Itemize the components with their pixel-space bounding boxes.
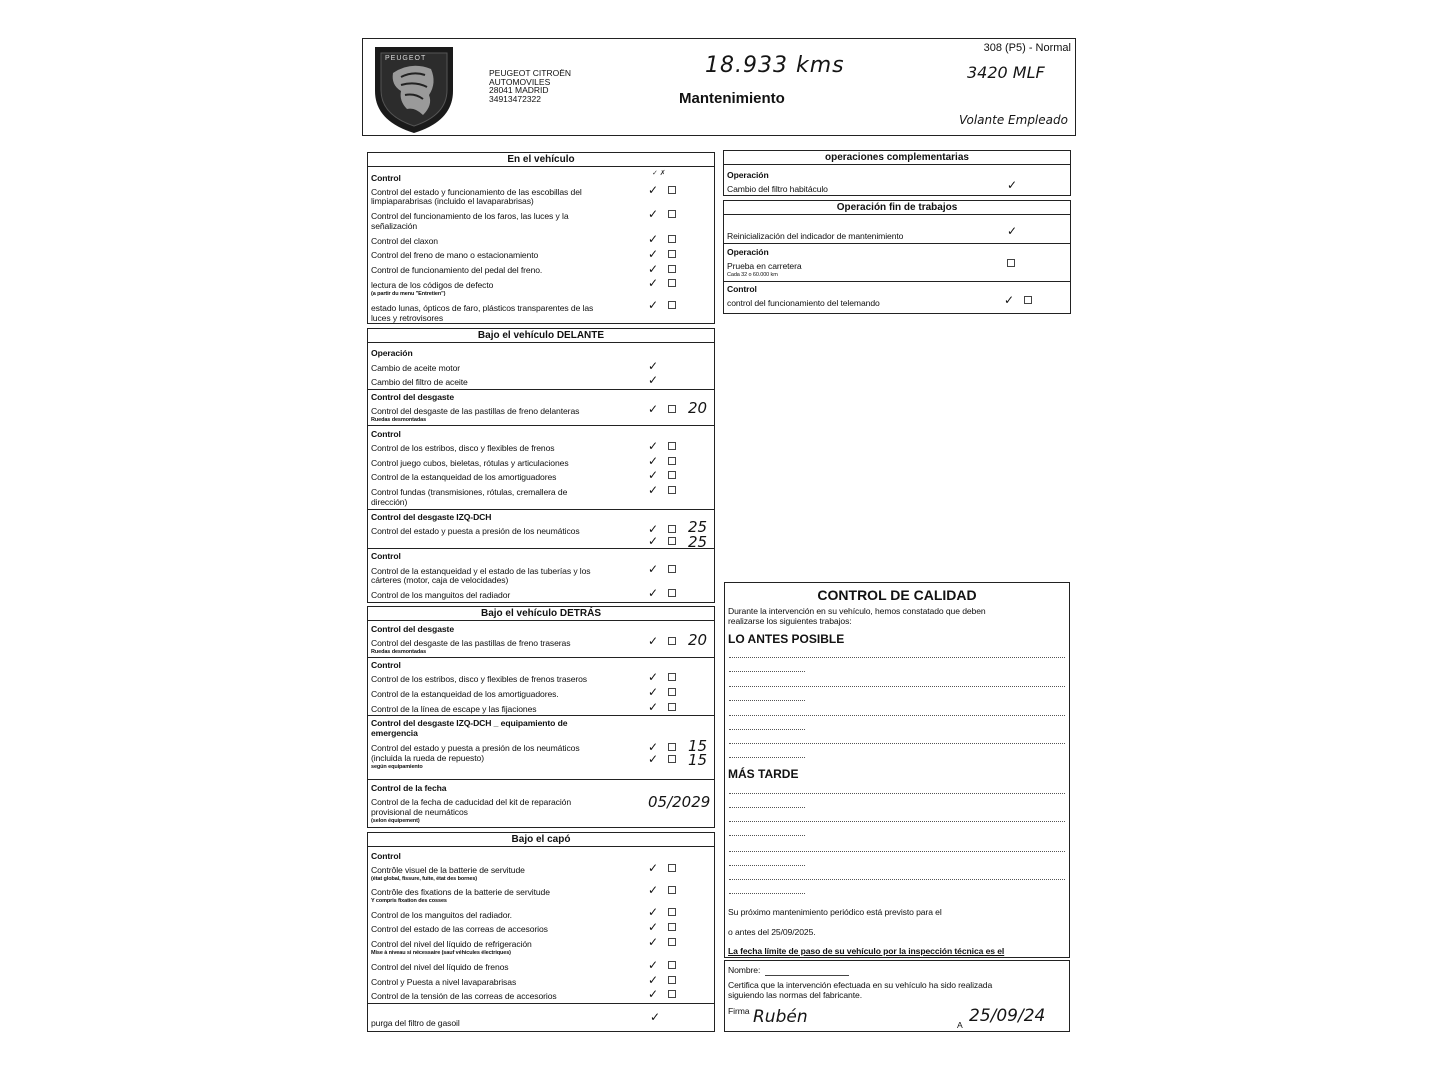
dotted-line — [729, 879, 1065, 880]
group-label: Control — [371, 551, 401, 561]
section-en-el-vehiculo — [367, 152, 715, 324]
item-note: (état global, fissure, fuite, état des bornes) — [371, 876, 478, 882]
checkbox-icon — [1024, 296, 1032, 304]
checkbox-icon — [668, 961, 676, 969]
check-mark-icon: ✓ — [648, 522, 659, 536]
item-label: Control de los estribos, disco y flexibles de frenos traseros — [371, 674, 588, 684]
dotted-line — [729, 893, 805, 894]
item-label: Prueba en carretera — [727, 261, 802, 271]
dotted-line — [729, 686, 1065, 687]
item-note: (a partir du menu "Entretien") — [371, 291, 446, 297]
check-mark-icon: ✓ — [648, 468, 659, 482]
item-label: Contrôle des fixations de la batterie de servitude — [371, 887, 550, 897]
item-label: Control de los manguitos del radiador. — [371, 910, 512, 920]
checkbox-icon — [668, 565, 676, 573]
item-label: Control juego cubos, bieletas, rótulas y articulaciones — [371, 458, 569, 468]
checkbox-icon — [668, 864, 676, 872]
group-label: Control — [371, 660, 401, 670]
checkbox-icon — [668, 703, 676, 711]
checkbox-icon — [668, 938, 676, 946]
value-handwritten: 20 — [688, 631, 708, 649]
date-handwritten: 05/2029 — [648, 793, 711, 811]
item-label: limpiaparabrisas (incluido el lavaparabrisas) — [371, 196, 534, 206]
section-bajo-delante — [367, 328, 715, 603]
item-label: dirección) — [371, 497, 408, 507]
check-mark-icon: ✓ — [1007, 224, 1018, 238]
checkbox-icon — [668, 688, 676, 696]
checkbox-icon — [668, 886, 676, 894]
checkbox-icon — [668, 923, 676, 931]
item-note: según equipamiento — [371, 764, 423, 770]
item-label: Control de la estanqueidad de los amortiguadores. — [371, 689, 559, 699]
item-label: lectura de los códigos de defecto — [371, 280, 494, 290]
check-mark-icon: ✓ — [648, 700, 659, 714]
item-label: provisional de neumáticos — [371, 807, 468, 817]
item-label: Control del desgaste de las pastillas de freno traseras — [371, 638, 571, 648]
group-label: Control — [727, 284, 757, 294]
checkbox-icon — [668, 673, 676, 681]
check-mark-icon: ✓ — [648, 262, 659, 276]
section-operaciones-complementarias — [723, 150, 1071, 196]
company-line: 34913472322 — [489, 93, 542, 104]
item-label: Control de funcionamiento del pedal del freno. — [371, 265, 543, 275]
item-label: Control del estado y puesta a presión de los neumáticos — [371, 526, 580, 536]
checkbox-icon — [668, 279, 676, 287]
check-mark-icon: ✓ — [648, 685, 659, 699]
check-mark-icon: ✓ — [648, 276, 659, 290]
item-note: Mise à niveau si nécessaire (sauf véhicules électriques) — [371, 950, 511, 956]
item-label: Cambio del filtro de aceite — [371, 377, 468, 387]
section-operacion-fin-trabajos — [723, 200, 1071, 314]
check-mark-icon: ✓ — [648, 402, 659, 416]
checkbox-icon — [668, 486, 676, 494]
check-mark-icon: ✓ — [648, 973, 659, 987]
item-label: Control de la fecha de caducidad del kit de reparación — [371, 797, 572, 807]
checkbox-icon — [668, 210, 676, 218]
value-handwritten: 15 — [688, 751, 708, 769]
check-mark-icon: ✓ — [648, 958, 659, 972]
item-label: Control del estado y funcionamiento de las escobillas del — [371, 187, 582, 197]
group-label: Control del desgaste IZQ-DCH _ equipamiento de — [371, 718, 568, 728]
note-handwritten: Volante Empleado — [959, 113, 1068, 127]
item-label: estado lunas, ópticos de faro, plásticos transparentes de las — [371, 303, 594, 313]
item-label: cárteres (motor, caja de velocidades) — [371, 575, 509, 585]
item-label: (incluida la rueda de repuesto) — [371, 753, 484, 763]
checkbox-icon — [668, 457, 676, 465]
checkbox-icon — [668, 235, 676, 243]
check-mark-icon: ✓ — [648, 183, 659, 197]
item-label: Control de la estanqueidad de los amortiguadores — [371, 472, 557, 482]
item-note: Ruedas desmontadas — [371, 649, 427, 655]
checkbox-icon — [668, 743, 676, 751]
item-label: Control y Puesta a nivel lavaparabrisas — [371, 977, 517, 987]
value-handwritten: 25 — [688, 518, 708, 536]
item-label: Reinicialización del indicador de mantenimiento — [727, 231, 904, 241]
item-note: Cada 32 o 60.000 km — [727, 272, 778, 278]
dotted-line — [729, 793, 1065, 794]
plate-handwritten: 3420 MLF — [967, 63, 1045, 82]
item-label: Control de la tensión de las correas de accesorios — [371, 991, 557, 1001]
item-note: Y compris fixation des cosses — [371, 898, 447, 904]
section-title: CONTROL DE CALIDAD — [817, 587, 977, 603]
item-label: Cambio de aceite motor — [371, 363, 461, 373]
group-label: Control — [371, 173, 401, 183]
value-handwritten: 25 — [688, 533, 708, 551]
peugeot-logo-icon — [371, 43, 457, 135]
intro-line: realizarse los siguientes trabajos: — [728, 616, 852, 626]
cert-text-line: siguiendo las normas del fabricante. — [728, 990, 862, 1000]
check-mark-icon: ✓ — [648, 752, 659, 766]
brand-logo-text: PEUGEOT — [385, 55, 427, 62]
section-title: Bajo el vehículo DETRÁS — [368, 607, 714, 621]
check-mark-icon: ✓ — [648, 298, 659, 312]
section-title: Operación fin de trabajos — [724, 201, 1070, 215]
item-label: control del funcionamiento del telemando — [727, 298, 880, 308]
value-handwritten: 15 — [688, 737, 708, 755]
dotted-line — [729, 700, 805, 701]
group-label: Control del desgaste — [371, 392, 454, 402]
check-mark-icon: ✓ — [648, 634, 659, 648]
company-line: PEUGEOT CITROËN — [489, 68, 572, 78]
check-mark-icon: ✓ — [648, 586, 659, 600]
section-title: En el vehículo — [368, 153, 714, 167]
check-mark-icon: ✓ — [1007, 178, 1018, 192]
check-mark-icon: ✓ — [648, 207, 659, 221]
asap-label: LO ANTES POSIBLE — [728, 632, 845, 646]
checkbox-icon — [668, 908, 676, 916]
group-label: emergencia — [371, 728, 418, 738]
item-label: Control del nivel del líquido de frenos — [371, 962, 509, 972]
group-label: Control del desgaste — [371, 624, 454, 634]
later-label: MÁS TARDE — [728, 767, 799, 781]
section-bajo-detras — [367, 606, 715, 828]
check-mark-icon: ✓ — [648, 905, 659, 919]
sign-label: Firma — [728, 1006, 750, 1016]
item-label: Control del estado y puesta a presión de los neumáticos — [371, 743, 580, 753]
checkbox-icon — [668, 976, 676, 984]
item-label: Control de los manguitos del radiador — [371, 590, 511, 600]
dotted-line — [729, 757, 805, 758]
dotted-line — [729, 807, 805, 808]
mileage-handwritten: 18.933 kms — [705, 53, 845, 78]
dotted-line — [729, 657, 1065, 658]
dotted-line — [729, 821, 1065, 822]
check-mark-icon: ✓ — [1004, 293, 1015, 307]
check-mark-icon: ✓ — [648, 562, 659, 576]
item-label: Control de la línea de escape y las fijaciones — [371, 704, 537, 714]
item-label: señalización — [371, 221, 418, 231]
company-line: 28041 MADRID — [489, 85, 549, 96]
group-label: Control — [371, 429, 401, 439]
checkbox-icon — [668, 755, 676, 763]
checkbox-icon — [668, 471, 676, 479]
dotted-line — [729, 743, 1065, 744]
dotted-line — [729, 851, 1065, 852]
cert-text-line: Certifica que la intervención efectuada en su vehículo ha sido realizada — [728, 980, 993, 990]
next-maintenance-date: o antes del 25/09/2025. — [728, 927, 816, 937]
intro-line: Durante la intervención en su vehículo, hemos constatado que deben — [728, 606, 986, 616]
dotted-line — [729, 729, 805, 730]
item-label: Control de la estanqueidad y el estado de las tuberías y los — [371, 566, 591, 576]
header-box — [362, 38, 1076, 136]
name-underline — [765, 975, 849, 976]
company-line: AUTOMOVILES — [489, 76, 551, 87]
checkbox-icon — [668, 589, 676, 597]
item-label: Control del funcionamiento de los faros, las luces y la — [371, 211, 569, 221]
item-label: Control fundas (transmisiones, rótulas, cremallera de — [371, 487, 568, 497]
group-label: Control — [371, 851, 401, 861]
item-label: Control del claxon — [371, 236, 438, 246]
check-mark-icon: ✓ — [648, 247, 659, 261]
dotted-line — [729, 671, 805, 672]
section-title: operaciones complementarias — [724, 151, 1070, 165]
checkbox-icon — [668, 537, 676, 545]
check-mark-icon: ✓ — [648, 359, 659, 373]
check-mark-icon: ✓ — [648, 232, 659, 246]
item-note: (selon équipement) — [371, 818, 420, 824]
tick-header-icon: ✓ ✗ — [652, 170, 666, 177]
check-mark-icon: ✓ — [648, 861, 659, 875]
check-mark-icon: ✓ — [648, 883, 659, 897]
item-label: luces y retrovisores — [371, 313, 444, 323]
check-mark-icon: ✓ — [650, 1010, 661, 1024]
item-label: Cambio del filtro habitáculo — [727, 184, 828, 194]
name-label: Nombre: — [728, 965, 761, 975]
group-label: Operación — [727, 247, 769, 257]
item-label: Control del estado de las correas de accesorios — [371, 924, 548, 934]
item-label: Control del nivel del líquido de refrigeración — [371, 939, 532, 949]
section-certificacion — [724, 960, 1070, 1032]
section-bajo-capo — [367, 832, 715, 1032]
check-mark-icon: ✓ — [648, 670, 659, 684]
item-label: Control de los estribos, disco y flexibles de frenos — [371, 443, 555, 453]
check-mark-icon: ✓ — [648, 439, 659, 453]
group-label: Control del desgaste IZQ-DCH — [371, 512, 492, 522]
checkbox-icon — [668, 637, 676, 645]
check-mark-icon: ✓ — [648, 935, 659, 949]
dotted-line — [729, 715, 1065, 716]
item-label: Contrôle visuel de la batterie de servitude — [371, 865, 525, 875]
group-label: Control de la fecha — [371, 783, 447, 793]
date-handwritten: 25/09/24 — [969, 1006, 1046, 1026]
next-maintenance: Su próximo mantenimiento periódico está previsto para el — [728, 907, 942, 917]
page-title: Mantenimiento — [679, 90, 785, 107]
check-mark-icon: ✓ — [648, 987, 659, 1001]
checkbox-icon — [668, 186, 676, 194]
dotted-line — [729, 865, 805, 866]
section-title: Bajo el capó — [368, 833, 714, 847]
dotted-line — [729, 835, 805, 836]
checkbox-icon — [668, 250, 676, 258]
itv-deadline: La fecha límite de paso de su vehículo por la inspección técnica es el — [728, 946, 1005, 956]
checkbox-icon — [668, 301, 676, 309]
value-handwritten: 20 — [688, 399, 708, 417]
item-label: Control del freno de mano o estacionamiento — [371, 250, 539, 260]
checkbox-icon — [668, 405, 676, 413]
checkbox-icon — [668, 442, 676, 450]
checkbox-icon — [668, 265, 676, 273]
check-mark-icon: ✓ — [648, 920, 659, 934]
check-mark-icon: ✓ — [648, 373, 659, 387]
checkbox-icon — [668, 990, 676, 998]
check-mark-icon: ✓ — [648, 454, 659, 468]
company-address — [489, 69, 571, 103]
checkbox-icon — [668, 525, 676, 533]
vehicle-model: 308 (P5) - Normal — [983, 42, 1071, 54]
group-label: Operación — [371, 348, 413, 358]
item-label: purga del filtro de gasoil — [371, 1018, 460, 1028]
date-prefix: A — [957, 1020, 963, 1030]
group-label: Operación — [727, 170, 769, 180]
section-title: Bajo el vehículo DELANTE — [368, 329, 714, 343]
item-note: Ruedas desmontadas — [371, 417, 427, 423]
check-mark-icon: ✓ — [648, 534, 659, 548]
signature: Rubén — [753, 1007, 808, 1027]
checkbox-icon — [1007, 259, 1015, 267]
section-control-calidad — [724, 582, 1070, 958]
item-label: Control del desgaste de las pastillas de freno delanteras — [371, 406, 580, 416]
check-mark-icon: ✓ — [648, 740, 659, 754]
check-mark-icon: ✓ — [648, 483, 659, 497]
